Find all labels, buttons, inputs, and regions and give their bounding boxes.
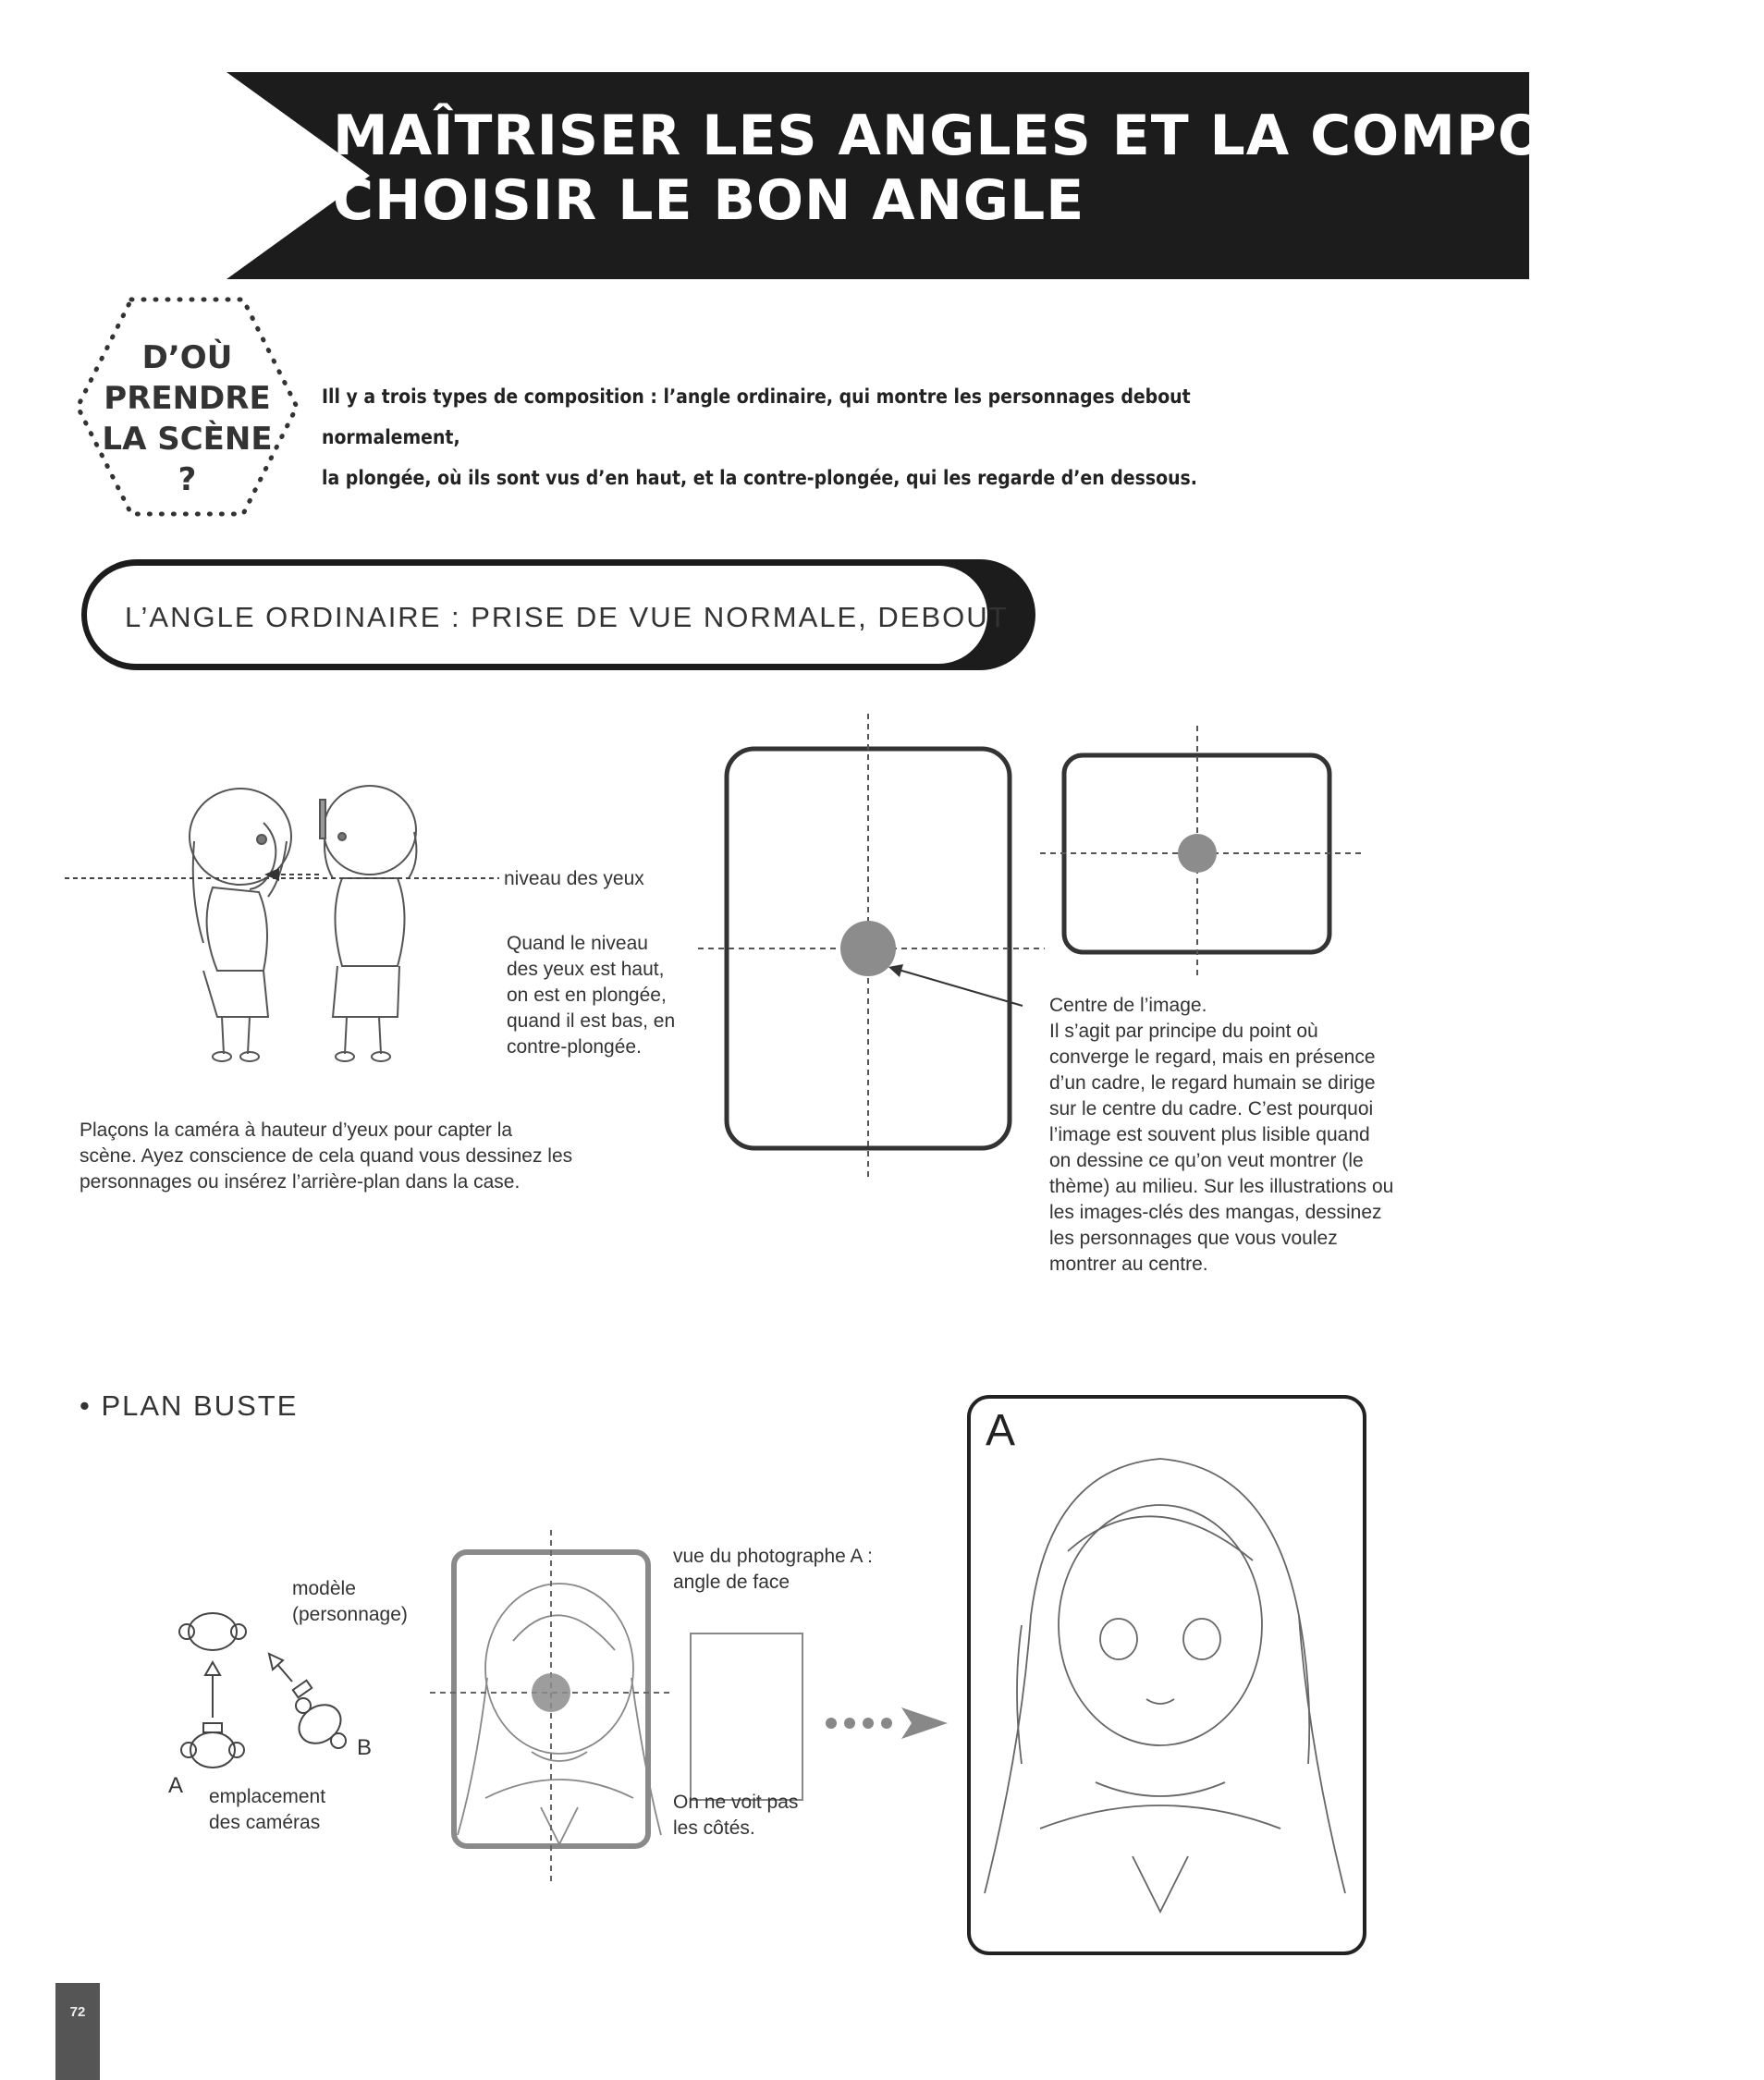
camera-a-arrow-head — [205, 1662, 220, 1675]
view-label — [673, 1544, 873, 1596]
plan-buste-title: • PLAN BUSTE — [80, 1389, 299, 1422]
sides-label — [673, 1790, 798, 1841]
center-pointer-arrow-head — [888, 964, 903, 977]
cameras-label-line: emplacement — [209, 1786, 326, 1807]
eye-level-explain — [507, 931, 675, 1060]
model-label-line: (personnage) — [292, 1604, 408, 1625]
camera-a-label: A — [168, 1773, 184, 1798]
model-label-line: modèle — [292, 1578, 356, 1599]
side-view-panel — [689, 1632, 804, 1803]
result-frame-a — [966, 1394, 1368, 1958]
badge-line-3: LA SCÈNE ? — [102, 421, 273, 498]
model-head-icon — [179, 1613, 246, 1650]
cameras-label — [209, 1784, 325, 1836]
sides-label-line: les côtés. — [673, 1817, 755, 1839]
center-note-line: montrer au centre. — [1049, 1254, 1208, 1275]
eye-level-label: niveau des yeux — [504, 868, 644, 889]
frame-letter-a: A — [986, 1406, 1016, 1455]
camera-a-icon — [181, 1723, 244, 1768]
eye-level-explain-line: contre-plongée. — [507, 1036, 642, 1058]
page-title — [333, 104, 1764, 233]
center-note-line: sur le centre du cadre. C’est pourquoi — [1049, 1098, 1374, 1120]
camera-b-label: B — [357, 1735, 373, 1760]
arrow-head — [901, 1707, 948, 1739]
center-note-line: converge le regard, mais en présence — [1049, 1046, 1376, 1068]
center-note-line: thème) au milieu. Sur les illustrations ou — [1049, 1176, 1394, 1197]
view-label-line: vue du photographe A : — [673, 1546, 874, 1567]
center-note-line: d’un cadre, le regard humain se dirige — [1049, 1072, 1376, 1094]
badge-line-1: D’OÙ — [141, 339, 233, 376]
camera-note — [80, 1118, 572, 1195]
section-title: L’ANGLE ORDINAIRE : PRISE DE VUE NORMALE, DEBOUT — [125, 601, 1009, 633]
center-note-line: les images-clés des mangas, dessinez — [1049, 1202, 1382, 1223]
eye-level-illustration — [65, 786, 527, 1072]
title-line-2: CHOISIR LE BON ANGLE — [333, 168, 1085, 233]
girl-right-sketch — [320, 786, 416, 1061]
camera-b-icon — [291, 1681, 348, 1752]
page-number-tab — [55, 1983, 100, 2080]
badge-text — [88, 337, 287, 500]
bust-sketch — [458, 1584, 661, 1844]
intro-paragraph — [322, 376, 1246, 498]
title-line-1: MAÎTRISER LES ANGLES ET LA COMPOSITION — [333, 104, 1764, 168]
center-note — [1049, 993, 1393, 1278]
camera-note-line: personnages ou insérez l’arrière-plan dans la case. — [80, 1171, 521, 1193]
intro-line-1: Ill y a trois types de composition : l’angle ordinaire, qui montre les personnages debout normalement, — [322, 385, 1191, 448]
eye-level-explain-line: quand il est bas, en — [507, 1010, 676, 1032]
intro-line-2: la plongée, où ils sont vus d’en haut, et la contre-plongée, qui les regarde d’en dessous. — [322, 467, 1197, 489]
portrait-center-dot — [840, 921, 896, 976]
landscape-center-dot — [1178, 834, 1217, 873]
camera-note-line: Plaçons la caméra à hauteur d’yeux pour capter la — [80, 1120, 513, 1141]
sides-label-line: On ne voit pas — [673, 1792, 799, 1813]
center-note-line: on dessine ce qu’on veut montrer (le — [1049, 1150, 1364, 1171]
bust-center-dot — [532, 1673, 570, 1712]
center-pointer-arrow — [899, 970, 1023, 1006]
center-note-line: l’image est souvent plus lisible quand — [1049, 1124, 1370, 1145]
page-number: 72 — [69, 2004, 86, 2020]
dotted-arrow-to-result — [823, 1701, 952, 1747]
cameras-label-line: des caméras — [209, 1812, 321, 1833]
eye-level-explain-line: on est en plongée, — [507, 985, 667, 1006]
camera-note-line: scène. Ayez conscience de cela quand vous dessinez les — [80, 1145, 573, 1167]
eye-level-explain-line: des yeux est haut, — [507, 959, 665, 980]
center-note-line: Centre de l’image. — [1049, 995, 1207, 1016]
girl-left-sketch — [190, 789, 291, 1061]
eye-level-explain-line: Quand le niveau — [507, 933, 648, 954]
model-label — [292, 1576, 408, 1628]
badge-line-2: PRENDRE — [104, 380, 271, 417]
center-note-line: les personnages que vous voulez — [1049, 1228, 1338, 1249]
view-label-line: angle de face — [673, 1572, 790, 1593]
side-view-rect — [691, 1633, 802, 1800]
center-note-line: Il s’agit par principe du point où — [1049, 1021, 1318, 1042]
bust-frame-diagram — [430, 1530, 707, 1881]
